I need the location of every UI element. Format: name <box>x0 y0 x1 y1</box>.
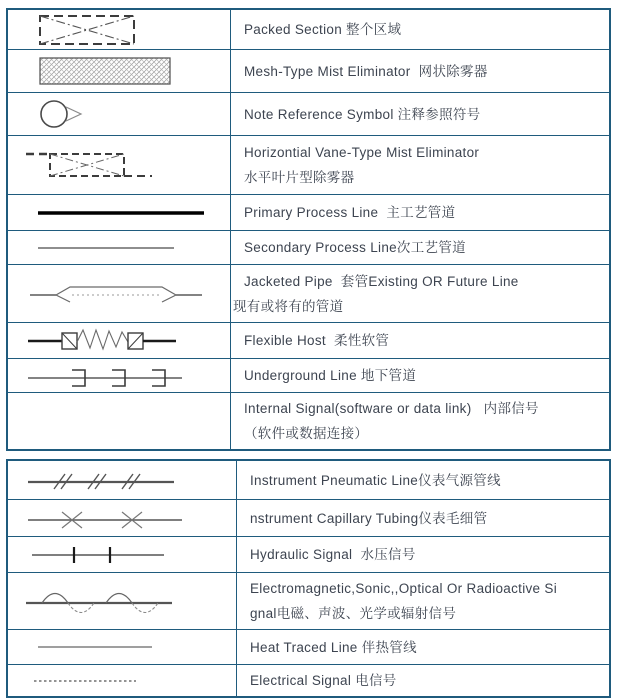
legend-label-line2: 水平叶片型除雾器 <box>244 170 355 185</box>
legend-label: Jacketed Pipe 套管Existing OR Future Line <box>244 273 519 289</box>
heat-traced-line-icon <box>24 630 234 664</box>
symbol-cell <box>8 500 237 536</box>
table-row <box>8 92 609 135</box>
table-row <box>8 230 609 264</box>
legend-label: Electrical Signal 电信号 <box>250 673 397 688</box>
label-cell <box>231 195 609 230</box>
label-cell <box>237 537 609 572</box>
instrument-pneumatic-line-icon <box>24 461 234 499</box>
hydraulic-signal-icon <box>24 537 234 572</box>
label-cell <box>231 50 609 92</box>
table-row <box>8 135 609 194</box>
jacketed-pipe-icon <box>24 275 231 313</box>
flexible-host-icon <box>24 323 231 358</box>
legend-label-line2: gnal电磁、声波、光学或辐射信号 <box>250 606 457 621</box>
legend-label: Internal Signal(software or data link) 内部信号 <box>244 401 539 416</box>
label-cell <box>231 231 609 264</box>
symbol-cell <box>8 537 237 572</box>
symbol-cell <box>8 665 237 696</box>
legend-label: Electromagnetic,Sonic,,Optical Or Radioactive Si <box>250 581 558 596</box>
table-row <box>8 322 609 358</box>
legend-label: Packed Section 整个区域 <box>244 22 402 37</box>
symbol-cell <box>8 10 231 49</box>
legend-label: Note Reference Symbol 注释参照符号 <box>244 106 481 122</box>
symbol-cell <box>8 195 231 230</box>
legend-label-line2: 现有或将有的管道 <box>233 298 344 314</box>
symbol-cell <box>8 265 231 322</box>
label-cell <box>231 359 609 392</box>
symbol-cell <box>8 136 231 194</box>
note-reference-symbol-icon <box>24 95 231 133</box>
table-row <box>8 572 609 629</box>
secondary-process-line-icon <box>24 231 231 264</box>
label-cell <box>231 136 609 194</box>
table-row <box>8 194 609 230</box>
legend-label: Mesh-Type Mist Eliminator 网状除雾器 <box>244 63 488 79</box>
table-row <box>8 392 609 449</box>
horizontal-vane-mist-eliminator-icon <box>24 146 231 184</box>
label-cell <box>237 573 609 629</box>
legend-label: Horizontial Vane-Type Mist Eliminator <box>244 145 480 160</box>
legend-label: Underground Line 地下管道 <box>244 368 417 383</box>
underground-line-icon <box>24 359 231 392</box>
table-row <box>8 536 609 572</box>
table-row <box>8 629 609 664</box>
legend-label: Secondary Process Line次工艺管道 <box>244 240 466 255</box>
label-cell <box>237 500 609 536</box>
label-cell <box>231 393 609 449</box>
symbol-cell-empty <box>8 393 231 449</box>
electromagnetic-sonic-optical-radioactive-icon <box>24 582 234 620</box>
mesh-type-mist-eliminator-icon <box>24 52 231 90</box>
symbol-cell <box>8 573 237 629</box>
label-cell <box>237 665 609 696</box>
table-row <box>8 49 609 92</box>
table-row <box>8 264 609 322</box>
legend-table-1 <box>6 8 611 451</box>
table-row <box>8 358 609 392</box>
symbol-cell <box>8 461 237 499</box>
label-cell <box>231 323 609 358</box>
legend-label: Hydraulic Signal 水压信号 <box>250 547 416 562</box>
symbol-cell <box>8 630 237 664</box>
packed-section-icon <box>24 11 231 49</box>
symbol-cell <box>8 50 231 92</box>
legend-label: Instrument Pneumatic Line仪表气源管线 <box>250 472 501 488</box>
label-cell <box>231 93 609 135</box>
label-cell <box>231 265 609 322</box>
legend-label-line2: （软件或数据连接） <box>244 426 369 441</box>
symbol-cell <box>8 93 231 135</box>
legend-label: Primary Process Line 主工艺管道 <box>244 205 456 220</box>
instrument-capillary-tubing-icon <box>24 500 234 536</box>
symbol-cell <box>8 231 231 264</box>
table-row <box>8 461 609 499</box>
legend-label: Heat Traced Line 伴热管线 <box>250 639 417 655</box>
table-row <box>8 499 609 536</box>
label-cell <box>231 10 609 49</box>
legend-label: nstrument Capillary Tubing仪表毛细管 <box>250 510 488 526</box>
label-cell <box>237 630 609 664</box>
legend-label: Flexible Host 柔性软管 <box>244 333 390 348</box>
table-row <box>8 10 609 49</box>
symbol-cell <box>8 323 231 358</box>
electrical-signal-icon <box>24 665 234 696</box>
symbol-cell <box>8 359 231 392</box>
legend-table-2 <box>6 459 611 698</box>
label-cell <box>237 461 609 499</box>
primary-process-line-icon <box>24 195 231 230</box>
table-row <box>8 664 609 696</box>
